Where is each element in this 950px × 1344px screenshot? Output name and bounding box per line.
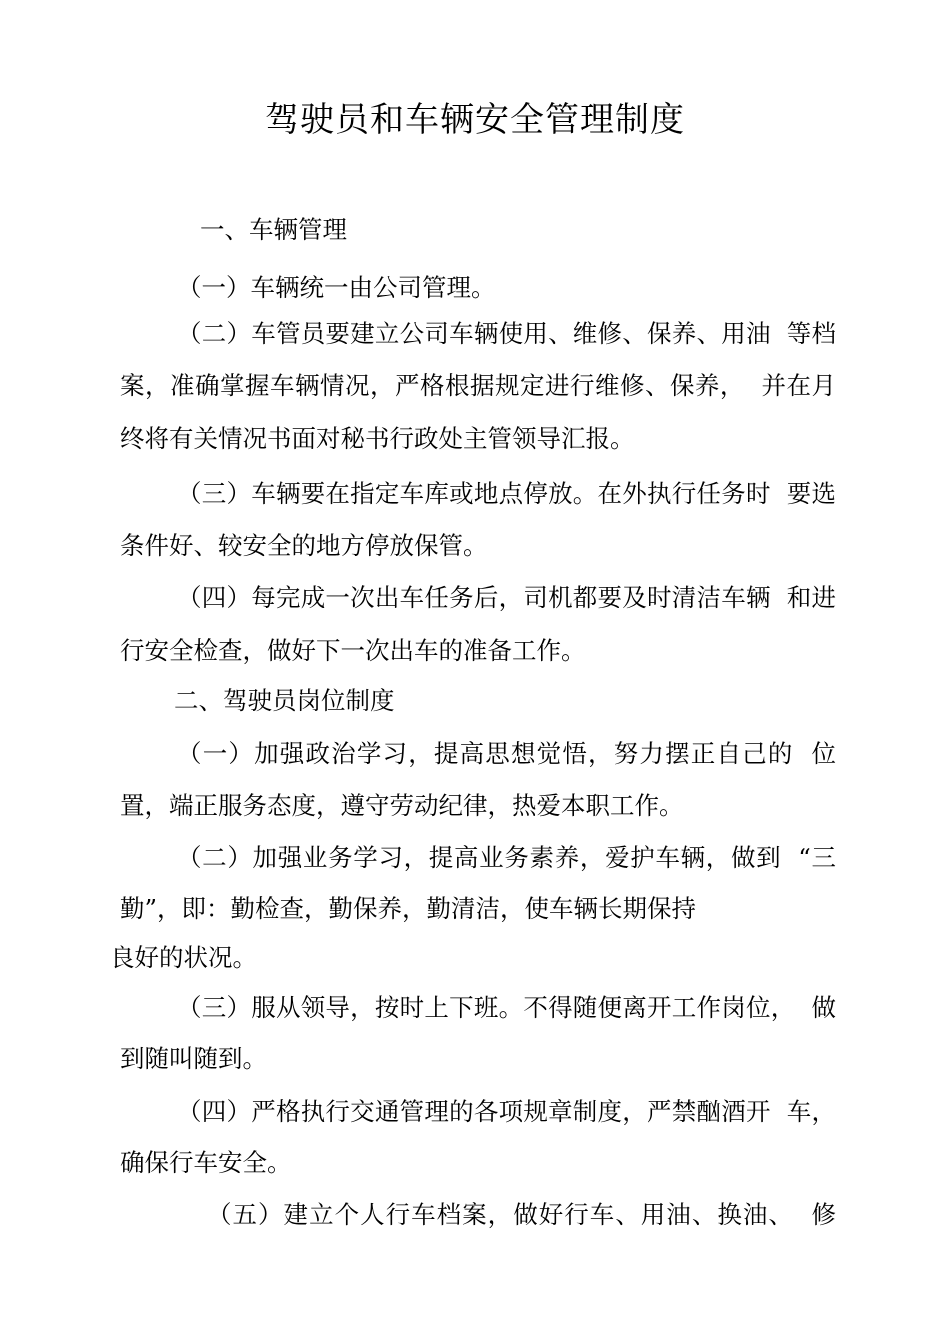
paragraph-vehicle-2-line-3: 终将有关情况书面对秘书行政处主管领导汇报。 xyxy=(120,424,635,453)
paragraph-driver-3-line-2: 到随叫随到。 xyxy=(120,1044,267,1073)
paragraph-vehicle-3-line-2: 条件好、较安全的地方停放保管。 xyxy=(120,531,488,560)
paragraph-driver-2-line-3: 良好的状况。 xyxy=(110,943,257,972)
paragraph-driver-2-line-1: （二）加强业务学习，提高业务素养，爱护车辆，做到 “三 xyxy=(177,843,836,872)
paragraph-vehicle-1: （一）车辆统一由公司管理。 xyxy=(177,273,496,302)
document-title: 驾驶员和车辆安全管理制度 xyxy=(265,100,685,140)
section-heading-vehicle-management: 一、车辆管理 xyxy=(200,215,347,244)
section-heading-driver-duties: 二、驾驶员岗位制度 xyxy=(174,686,395,715)
paragraph-vehicle-4-line-2: 行安全检查，做好下一次出车的准备工作。 xyxy=(120,636,586,665)
paragraph-vehicle-4-line-1: （四）每完成一次出车任务后，司机都要及时清洁车辆 和进 xyxy=(177,583,836,612)
paragraph-driver-2-line-2: 勤”，即：勤检查，勤保养，勤清洁，使车辆长期保持 xyxy=(120,894,697,923)
paragraph-vehicle-2-line-1: （二）车管员要建立公司车辆使用、维修、保养、用油 等档 xyxy=(177,319,836,348)
paragraph-driver-4-line-1: （四）严格执行交通管理的各项规章制度，严禁酗酒开 车， xyxy=(177,1097,836,1126)
paragraph-vehicle-2-line-2: 案，准确掌握车辆情况，严格根据规定进行维修、保养， 并在月 xyxy=(120,371,836,400)
paragraph-driver-3-line-1: （三）服从领导，按时上下班。不得随便离开工作岗位， 做 xyxy=(177,993,836,1022)
paragraph-driver-1-line-1: （一）加强政治学习，提高思想觉悟，努力摆正自己的 位 xyxy=(177,739,836,768)
paragraph-driver-1-line-2: 置，端正服务态度，遵守劳动纪律，热爱本职工作。 xyxy=(120,791,684,820)
paragraph-vehicle-3-line-1: （三）车辆要在指定车库或地点停放。在外执行任务时 要选 xyxy=(177,479,836,508)
paragraph-driver-5-line-1: （五）建立个人行车档案，做好行车、用油、换油、 修 xyxy=(207,1200,836,1229)
paragraph-driver-4-line-2: 确保行车安全。 xyxy=(120,1148,292,1177)
